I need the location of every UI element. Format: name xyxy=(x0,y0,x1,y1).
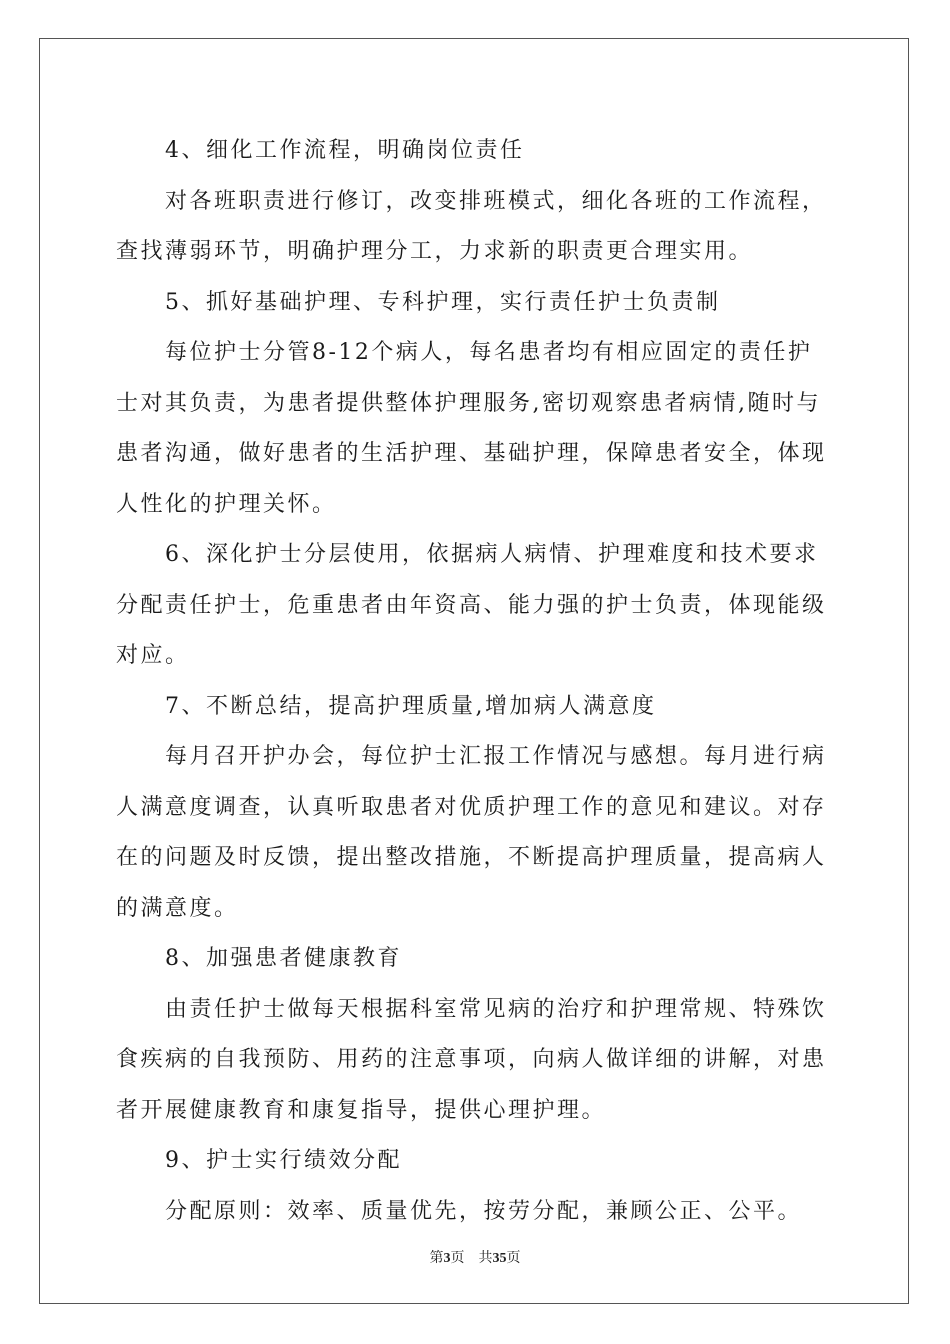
footer-prefix: 第 xyxy=(429,1251,444,1266)
footer-suffix: 页 xyxy=(506,1251,521,1266)
paragraph: 分配原则：效率、质量优先，按劳分配，兼顾公正、公平。 xyxy=(165,1198,803,1224)
heading-8: 8、加强患者健康教育 xyxy=(165,946,402,971)
total-pages-number: 35 xyxy=(492,1251,507,1266)
paragraph: 每位护士分管8-12个病人，每名患者均有相应固定的责任护士对其负责，为患者提供整体护理服务,密切观察患者病情,随时与患者沟通，做好患者的生活护理、基础护理，保障患者安全，体现人性化的护理关怀。 xyxy=(116,340,827,517)
heading-4: 4、细化工作流程，明确岗位责任 xyxy=(165,138,525,163)
paragraph: 对各班职责进行修订，改变排班模式，细化各班的工作流程，查找薄弱环节，明确护理分工，力求新的职责更合理实用。 xyxy=(116,188,827,264)
current-page-number: 3 xyxy=(443,1251,451,1266)
heading-9: 9、护士实行绩效分配 xyxy=(165,1148,402,1173)
heading-6: 6、深化护士分层使用，依据病人病情、护理难度和技术要求分配责任护士，危重患者由年资高、能力强的护士负责，体现能级对应。 xyxy=(116,542,827,668)
paragraph: 由责任护士做每天根据科室常见病的治疗和护理常规、特殊饮食疾病的自我预防、用药的注意事项，向病人做详细的讲解，对患者开展健康教育和康复指导，提供心理护理。 xyxy=(116,996,827,1123)
document-body xyxy=(116,126,836,1237)
footer-middle: 页 共 xyxy=(450,1251,493,1266)
heading-7: 7、不断总结，提高护理质量,增加病人满意度 xyxy=(165,693,657,719)
heading-5: 5、抓好基础护理、专科护理，实行责任护士负责制 xyxy=(165,289,721,315)
page-footer xyxy=(0,1247,950,1267)
paragraph: 每月召开护办会，每位护士汇报工作情况与感想。每月进行病人满意度调查，认真听取患者对优质护理工作的意见和建议。对存在的问题及时反馈，提出整改措施，不断提高护理质量，提高病人的满意度。 xyxy=(116,744,827,921)
